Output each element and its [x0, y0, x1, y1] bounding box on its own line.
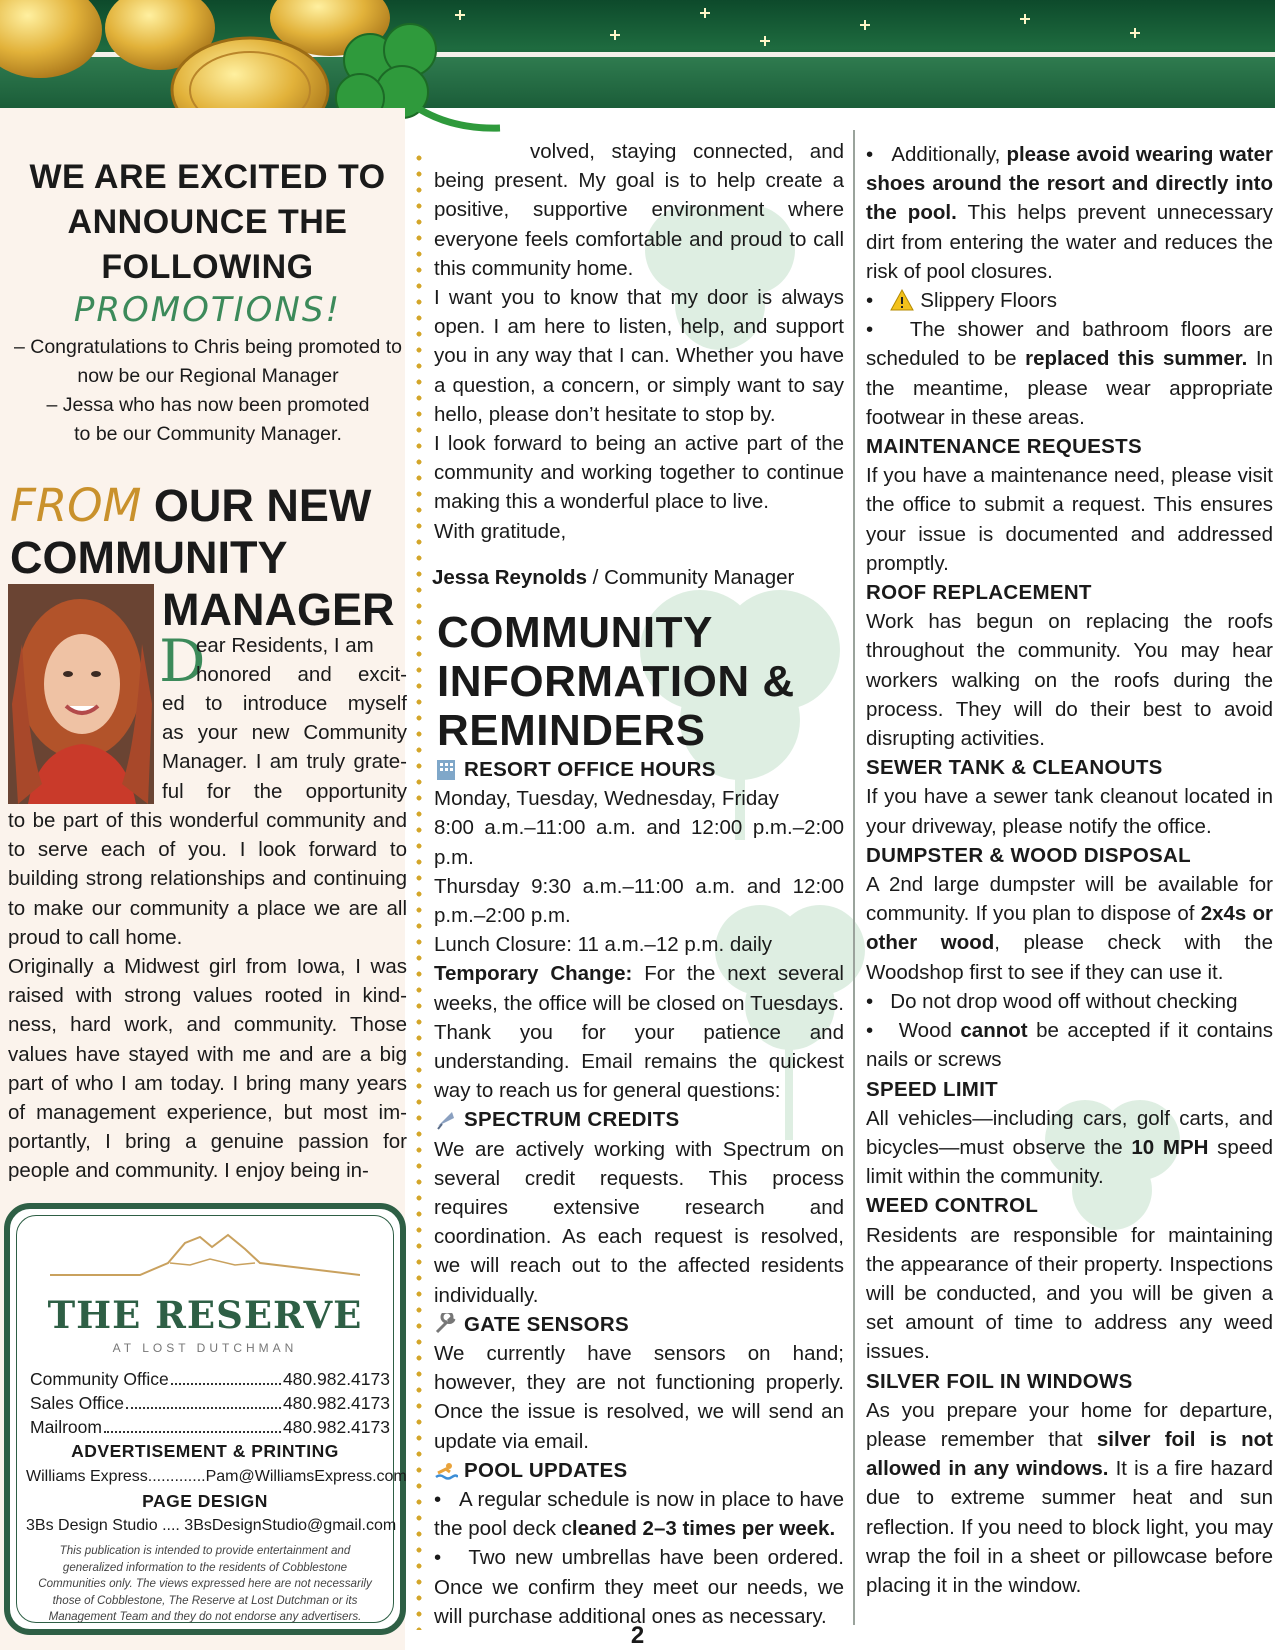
page-design-line: 3Bs Design Studio .... 3BsDesignStudio@gmail.com: [26, 1517, 397, 1534]
spectrum-text: We are actively working with Spectrum on several credit requests. This process requires extensive research and coordination. As each request is resolved, we will reach out to the affected residents individually.: [434, 1137, 844, 1307]
promotions-heading: [10, 155, 405, 290]
contact-row: [30, 1415, 390, 1440]
temporary-change-text: For the next several weeks, the office will be closed on Tuesdays. Thank you for your patience and understanding. Email remains the quickest way to reach us for general questions:: [434, 962, 844, 1103]
temporary-change-label: Temporary Change:: [434, 962, 633, 986]
mountain-logo-icon: [50, 1223, 360, 1283]
heading-manager: MANAGER: [162, 584, 395, 635]
speed-text-a: All vehicles—including cars, golf carts, and bicycles—must observe the: [866, 1106, 1273, 1159]
letter-closing: With gratitude,: [434, 519, 567, 543]
promotions-list: [8, 333, 408, 449]
bullet-text: be accepted if it contains nails or screws: [866, 1019, 1273, 1072]
letter-line: ed to introduce myself: [162, 692, 407, 715]
community-info-heading-line: REMINDERS: [437, 706, 706, 755]
dumpster-heading: DUMPSTER & WOOD DISPOSAL: [866, 843, 1191, 867]
drop-cap: D: [159, 627, 206, 695]
letter-line: honored and excit-: [196, 663, 407, 687]
office-hours-thursday: Thursday 9:30 a.m.–11:00 a.m. and 12:00 p.m.–2:00 p.m.: [434, 874, 844, 928]
letter-paragraph: I want you to know that my door is always open. I am here to listen, help, and support you in any way that I can. Whether you have a question, a concern, or simply want to say hello, please don’t hesitate to stop by.: [434, 286, 844, 426]
community-info-heading-line: INFORMATION &: [437, 657, 795, 706]
dumpster-text-a: A 2nd large dumpster will be available for community. If you plan to dispose of: [866, 873, 1273, 926]
promotion-item: – Jessa who has now been promoted: [46, 394, 370, 416]
office-days: Monday, Tuesday, Wednesday, Friday: [434, 787, 779, 811]
disclaimer-text: This publication is intended to provide entertainment and generalized information to the residents of Cobblestone Communities only. The views expressed here are not necessarily those of Cobblestone, The Reserve at Lost Dutchman or its Management Team and they do not endorse any advertisers.: [38, 1544, 372, 1623]
office-hours-heading: [434, 755, 844, 784]
contact-label: Sales Office: [30, 1393, 125, 1413]
silver-foil-text: [866, 1396, 1273, 1600]
temporary-change: [434, 959, 844, 1105]
column-divider: [853, 130, 855, 1625]
sparkle-icon: [1130, 28, 1140, 38]
letter-intro-lines: [196, 631, 407, 689]
page-number: 2: [630, 1622, 645, 1649]
letter-line: ear Residents, I am: [196, 634, 374, 657]
page-design-heading: PAGE DESIGN: [142, 1491, 268, 1511]
wrench-icon: [434, 1313, 458, 1335]
gate-sensors-heading: [434, 1310, 844, 1339]
reserve-logo-text: THE RESERVE: [47, 1293, 363, 1337]
letter-line: as your new Community: [162, 721, 407, 745]
signature: [432, 563, 852, 592]
bullet-text: Additionally,: [891, 143, 1007, 166]
pool-updates-heading-text: POOL UPDATES: [464, 1458, 628, 1482]
bullet-text: In the meantime, please wear appropriate footwear in these areas.: [866, 347, 1274, 429]
bullet-text: This helps prevent unnecessary dirt from entering the water and reduces the risk of pool closures.: [866, 201, 1274, 283]
contact-phone: 480.982.4173: [282, 1393, 390, 1413]
community-info-body: [434, 755, 844, 1631]
manager-photo: [8, 584, 154, 804]
silver-foil-heading: SILVER FOIL IN WINDOWS: [866, 1369, 1133, 1393]
dotted-divider: [416, 150, 422, 1630]
slippery-floors-text: Slippery Floors: [920, 289, 1057, 313]
spectrum-heading: [434, 1105, 844, 1134]
contact-label: Community Office: [30, 1369, 169, 1389]
letter-line: ful for the opportunity: [162, 779, 407, 803]
sparkle-icon: [1020, 14, 1030, 24]
dumpster-bullet: • Do not drop wood off without checking: [866, 989, 1238, 1013]
maintenance-heading: MAINTENANCE REQUESTS: [866, 435, 1142, 459]
satellite-icon: [434, 1108, 458, 1130]
bullet-bold: please avoid wearing water shoes around the resort and directly into the pool.: [866, 143, 1273, 225]
bullet-bold: replaced this summer.: [1025, 347, 1248, 371]
dumpster-text: [866, 870, 1273, 987]
letter-paragraph: to be part of this wonderful community and to serve each of you. I look forward to building strong relationships and continuing to make our community a place we are all proud to call home.: [8, 809, 407, 949]
bullet-bold: cannot: [960, 1019, 1028, 1043]
weed-control-text: Residents are responsible for maintaining the appearance of their property. Inspections will be conducted, and you will be given a set amount of time to address any weed issues.: [866, 1223, 1273, 1364]
promotions-heading-line: WE ARE EXCITED TO: [29, 158, 386, 196]
advertising-line: Williams Express.............Pam@WilliamsExpress.com: [26, 1468, 407, 1485]
pool-bullet: • Additionally, please avoid wearing water shoes around the resort and directly into the pool. This helps prevent unnecessary dirt from entering the water and reduces the risk of pool closures.: [866, 143, 1274, 283]
pool-bullet-bold: leaned 2–3 times per week.: [571, 1517, 836, 1541]
contact-phone: 480.982.4173: [282, 1369, 390, 1389]
community-info-heading: [437, 608, 795, 755]
promotion-item: now be our Regional Manager: [77, 365, 339, 387]
spectrum-heading-text: SPECTRUM CREDITS: [464, 1108, 680, 1132]
dumpster-text-bold: 2x4s or other wood: [866, 902, 1274, 955]
dumpster-text-c: , please check with the Woodshop first to see if they can use it.: [866, 931, 1273, 984]
swimmer-icon: [434, 1459, 458, 1481]
bullet-text: The shower and bathroom floors are scheduled to be: [866, 318, 1274, 371]
sparkle-icon: [610, 30, 620, 40]
pool-bullet-text: Two new umbrellas have been ordered. Once we confirm they meet our needs, we will purchase additional ones as necessary.: [434, 1546, 845, 1628]
heading-our-new: OUR NEW: [141, 480, 372, 531]
promotions-heading-line: ANNOUNCE THE: [67, 203, 348, 241]
speed-text-c: speed limit within the community.: [866, 1135, 1273, 1189]
promotion-item: – Congratulations to Chris being promoted to: [13, 336, 403, 358]
signature-name: Jessa Reynolds: [432, 566, 587, 589]
sparkle-icon: [860, 20, 870, 30]
contact-row: [30, 1391, 390, 1416]
advertising-heading: ADVERTISEMENT & PRINTING: [71, 1441, 339, 1461]
office-building-icon: [434, 758, 458, 780]
sparkle-icon: [760, 36, 770, 46]
manager-letter-heading: [10, 480, 410, 584]
speed-limit-heading: SPEED LIMIT: [866, 1077, 999, 1101]
promotions-word: PROMOTIONS!: [73, 290, 342, 330]
foil-text-c: It is a fire hazard due to extreme summer heat and sun reflection. If you need to block light, you may wrap the foil in a sheet or pillowcase before placing it in the window.: [866, 1457, 1274, 1597]
contact-label: Mailroom: [30, 1417, 102, 1437]
letter-body-left: [8, 806, 407, 1186]
contact-phone: 480.982.4173: [282, 1417, 390, 1437]
reserve-tagline: AT LOST DUTCHMAN: [112, 1341, 298, 1355]
pool-bullet-text: A regular schedule is now in place to have the pool deck c: [434, 1488, 845, 1541]
office-hours-heading-text: RESORT OFFICE HOURS: [464, 758, 716, 781]
letter-paragraph: volved, staying connected, and being present. My goal is to help create a positive, supportive environment where everyone feels comfortable and proud to call this community home.: [434, 140, 844, 280]
speed-text-bold: 10 MPH: [1131, 1135, 1209, 1159]
roof-heading: ROOF REPLACEMENT: [866, 581, 1092, 605]
sparkle-icon: [700, 8, 710, 18]
slippery-bullet: • Slippery Floors: [866, 289, 1057, 313]
letter-paragraph: Originally a Midwest girl from Iowa, I was raised with strong values rooted in kind-ness, hard work, and community. Those values have stayed with me and are a big part of who I am today. I bring many years of management experience, but most im-portantly, I bring a genuine passion for people and community. I enjoy being in-: [8, 955, 407, 1183]
right-column-body: [866, 140, 1273, 1600]
gate-sensors-text: We currently have sensors on hand; however, they are not functioning properly. Once the issue is resolved, we will send an update via email.: [434, 1342, 844, 1453]
contact-card: [4, 1203, 406, 1635]
dumpster-bullet: • Wood cannot be accepted if it contains nails or screws: [866, 1019, 1273, 1072]
letter-intro-lines-2: [162, 689, 407, 806]
bullet-text: Do not drop wood off without checking: [890, 989, 1238, 1013]
floors-bullet: • The shower and bathroom floors are scheduled to be replaced this summer. In the meantime, please wear appropriate footwear in these areas.: [866, 318, 1274, 429]
gate-sensors-heading-text: GATE SENSORS: [464, 1312, 629, 1336]
pool-updates-heading: [434, 1456, 844, 1485]
contact-row: [30, 1367, 390, 1392]
roof-text: Work has begun on replacing the roofs throughout the community. You may hear workers walking on the roofs during the process. They will do their best to avoid disrupting activities.: [866, 610, 1273, 751]
sewer-text: If you have a sewer tank cleanout located in your driveway, please notify the office.: [866, 785, 1273, 838]
warning-icon: [890, 289, 914, 311]
maintenance-text: If you have a maintenance need, please visit the office to submit a request. This ensures your issue is documented and addressed promptly.: [866, 464, 1273, 575]
foil-text-a: As you prepare your home for departure, please remember that: [866, 1398, 1273, 1451]
signature-title: / Community Manager: [586, 566, 795, 589]
heading-from-word: FROM: [10, 479, 142, 532]
foil-text-bold: silver foil is not allowed in any windows.: [866, 1427, 1273, 1481]
letter-body-middle: [434, 137, 844, 546]
promotions-heading-line: FOLLOWING: [101, 248, 314, 286]
heading-community: COMMUNITY: [10, 532, 288, 583]
letter-line: Manager. I am truly grate-: [162, 750, 407, 774]
weed-control-heading: WEED CONTROL: [866, 1194, 1039, 1218]
lunch-closure: Lunch Closure: 11 a.m.–12 p.m. daily: [434, 933, 773, 957]
promotion-item: to be our Community Manager.: [74, 423, 342, 445]
office-hours: 8:00 a.m.–11:00 a.m. and 12:00 p.m.–2:00 p.m.: [434, 816, 844, 869]
pool-bullet: • A regular schedule is now in place to have the pool deck cleaned 2–3 times per week.: [434, 1488, 845, 1541]
community-info-heading-line: COMMUNITY: [437, 608, 713, 657]
letter-paragraph: I look forward to being an active part of the community and working together to continue making this a wonderful place to live.: [434, 432, 844, 514]
pool-bullet: • Two new umbrellas have been ordered. Once we confirm they meet our needs, we will purchase additional ones as necessary.: [434, 1546, 845, 1628]
bullet-text: Wood: [898, 1019, 961, 1043]
speed-limit-text: [866, 1104, 1273, 1192]
sewer-heading: SEWER TANK & CLEANOUTS: [866, 756, 1163, 780]
